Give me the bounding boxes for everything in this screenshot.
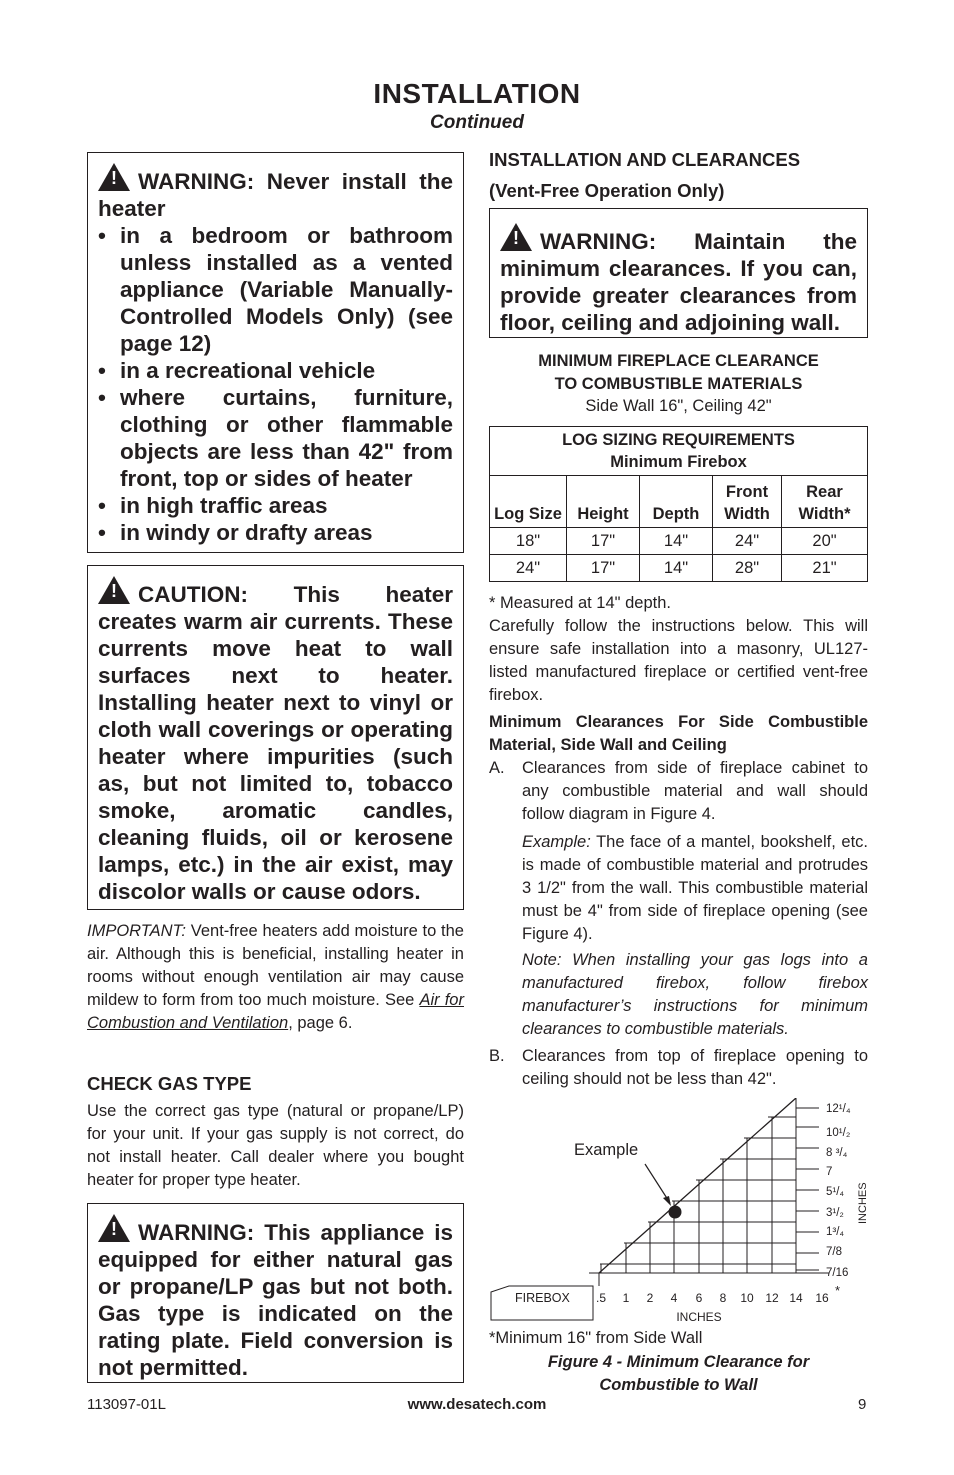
warning-item: • in windy or drafty areas	[98, 519, 453, 546]
min-clearance-title	[489, 350, 868, 396]
example-point	[669, 1206, 682, 1219]
clearance-warning-text: WARNING: Maintain the minimum clearances. If you can, provide greater clearances from floor, ceiling and adjoining wall.	[500, 229, 857, 335]
column-header: Depth	[640, 476, 713, 528]
firebox-label: FIREBOX	[515, 1291, 570, 1305]
min-clearance-heading: Minimum Clearances For Side Combustible Material, Side Wall and Ceiling	[489, 713, 868, 754]
y-tick-label: 7/8	[826, 1246, 842, 1258]
warning-item: • in a bedroom or bathroom unless installed as a vented appliance (Variable Manually-Controlled Models Only) (see page 12)	[98, 222, 453, 357]
warning-item: • in high traffic areas	[98, 492, 453, 519]
x-tick-label: 16	[815, 1291, 829, 1305]
y-tick-label: 8 ³/₄	[826, 1147, 848, 1159]
important-label: IMPORTANT:	[87, 922, 186, 940]
check-gas-text: Use the correct gas type (natural or propane/LP) for your unit. If your gas supply is not correct, do not install heater. Call dealer where you bought heater for proper type heater.	[87, 1102, 464, 1189]
y-axis-tick-labels	[826, 1103, 851, 1279]
table-cell: 20"	[782, 528, 868, 555]
figure-caption	[489, 1351, 868, 1397]
table-title	[490, 427, 868, 476]
caution-box	[87, 565, 464, 910]
y-tick-label: 12¹/₄	[826, 1103, 851, 1115]
min-clearance-title-line1: MINIMUM FIREPLACE CLEARANCE	[538, 352, 819, 370]
example-text: The face of a mantel, bookshelf, etc. is made of combustible material and protrudes 3 1/2" from the wall. This combustible material must be 4" from side of fireplace opening (see Figure 4).	[522, 833, 868, 943]
important-note	[87, 920, 464, 1035]
page-title: INSTALLATION	[373, 78, 581, 109]
important-tail: , page 6.	[288, 1014, 353, 1032]
table-cell: 17"	[567, 555, 640, 582]
x-tick-label: 1	[622, 1291, 630, 1305]
warning-box-never-install	[87, 152, 464, 553]
warning-triangle-icon: !	[98, 163, 130, 191]
x-tick-label: .5	[595, 1291, 607, 1305]
section-heading: INSTALLATION AND CLEARANCES	[489, 149, 801, 170]
y-axis-ticks	[796, 1108, 819, 1270]
list-item-a	[489, 757, 868, 826]
item-label: A.	[489, 759, 505, 777]
table-cell: 18"	[490, 528, 567, 555]
warning-item: • in a recreational vehicle	[98, 357, 453, 384]
gas-type-warning-text: WARNING: This appliance is equipped for either natural gas or propane/LP gas but not both. Gas type is indicated on the rating plate. Field conversion is not permitted.	[98, 1220, 453, 1380]
caution-text: CAUTION: This heater creates warm air currents. These currents move heat to wall surfaces next to heater. Installing heater next to vinyl or cloth wall coverings or operating heater where impurities (such as, but not limited to, tobacco smoke, aromatic candles, cleaning fluids, oil or kerosene lamps, etc.) in the air exist, may discolor walls or cause odors.	[98, 582, 453, 904]
warning-triangle-icon: !	[98, 576, 130, 604]
min-clearance-title-line2: TO COMBUSTIBLE MATERIALS	[554, 375, 803, 393]
important-text: Vent-free heaters add moisture to the air. Although this is beneficial, installing heater in rooms without enough ventilation air may cause mildew to form from too much moisture. See	[87, 922, 464, 1009]
example-label: Example:	[522, 833, 591, 851]
x-tick-label: 10	[740, 1291, 754, 1305]
x-axis-ticks	[596, 1291, 829, 1305]
example-callout: Example	[574, 1141, 639, 1159]
item-text: Clearances from top of fireplace opening to ceiling should not be less than 42".	[522, 1047, 868, 1088]
column-header: Rear Width*	[782, 476, 868, 528]
table-cell: 17"	[567, 528, 640, 555]
check-gas-heading: CHECK GAS TYPE	[87, 1073, 252, 1094]
min-side-wall-note: *Minimum 16" from Side Wall	[489, 1329, 703, 1347]
warning-box-clearances	[489, 208, 868, 338]
website[interactable]: www.desatech.com	[407, 1396, 547, 1413]
list-item-b	[489, 1045, 868, 1091]
y-tick-label: 5¹/₄	[826, 1186, 845, 1198]
note-paragraph: Note: When installing your gas logs into a manufactured firebox, follow firebox manufacturer’s instructions for minimum clearances to combustible materials.	[522, 951, 868, 1038]
table-footnote: * Measured at 14" depth.	[489, 594, 671, 612]
table-title-line2: Minimum Firebox	[610, 453, 747, 471]
warning-box-gas-type	[87, 1203, 464, 1383]
figure-caption-line1: Figure 4 - Minimum Clearance for	[547, 1353, 810, 1371]
table-cell: 21"	[782, 555, 868, 582]
y-tick-label: 10¹/₂	[826, 1127, 851, 1139]
y-tick-label: 1³/₄	[826, 1226, 845, 1238]
figure-caption-line2: Combustible to Wall	[599, 1376, 758, 1394]
column-header: Log Size	[490, 476, 567, 528]
x-tick-label: 12	[765, 1291, 779, 1305]
ventilation-link[interactable]: Air for Combustion and Ventilation	[87, 991, 464, 1032]
warning-lead: WARNING: Never install the heater	[98, 169, 453, 221]
table-cell: 24"	[490, 555, 567, 582]
table-cell: 28"	[713, 555, 782, 582]
item-text: Clearances from side of fireplace cabinet to any combustible material and wall should follow diagram in Figure 4.	[522, 759, 868, 823]
log-sizing-table	[489, 426, 868, 582]
min-clearance-sub: Side Wall 16", Ceiling 42"	[585, 397, 772, 415]
page-subtitle: Continued	[430, 112, 524, 133]
table-row	[490, 555, 868, 582]
x-tick-label: 14	[789, 1291, 803, 1305]
warning-list	[98, 222, 453, 546]
y-tick-label: 7	[826, 1166, 833, 1178]
column-header: Front Width	[713, 476, 782, 528]
asterisk-mark: *	[835, 1283, 841, 1298]
x-tick-label: 2	[646, 1291, 654, 1305]
example-paragraph	[522, 831, 868, 946]
y-axis-label: INCHES	[857, 1182, 869, 1224]
x-axis-label: INCHES	[676, 1310, 722, 1324]
warning-triangle-icon: !	[98, 1214, 130, 1242]
table-cell: 14"	[640, 555, 713, 582]
follow-instructions: Carefully follow the instructions below. This will ensure safe installation into a masonry, UL127-listed manufactured fireplace or certified vent-free firebox.	[489, 617, 868, 704]
table-row	[490, 528, 868, 555]
y-tick-label: 3¹/₂	[826, 1207, 844, 1219]
x-tick-label: 8	[719, 1291, 727, 1305]
item-label: B.	[489, 1047, 505, 1065]
clearance-diagram	[489, 1098, 869, 1328]
diagram-grid	[589, 1098, 829, 1286]
table-cell: 14"	[640, 528, 713, 555]
y-tick-label: 7/16	[826, 1267, 849, 1279]
arrow-head-icon	[663, 1196, 671, 1206]
section-subheading: (Vent-Free Operation Only)	[489, 180, 725, 201]
warning-item: • where curtains, furniture, clothing or other flammable objects are less than 42" from front, top or sides of heater	[98, 384, 453, 492]
x-tick-label: 6	[695, 1291, 703, 1305]
x-tick-label: 4	[670, 1291, 678, 1305]
table-cell: 24"	[713, 528, 782, 555]
warning-triangle-icon: !	[500, 223, 532, 251]
column-header: Height	[567, 476, 640, 528]
table-title-line1: LOG SIZING REQUIREMENTS	[562, 431, 795, 449]
page-number: 9	[858, 1396, 867, 1413]
doc-number: 113097-01L	[87, 1396, 166, 1413]
